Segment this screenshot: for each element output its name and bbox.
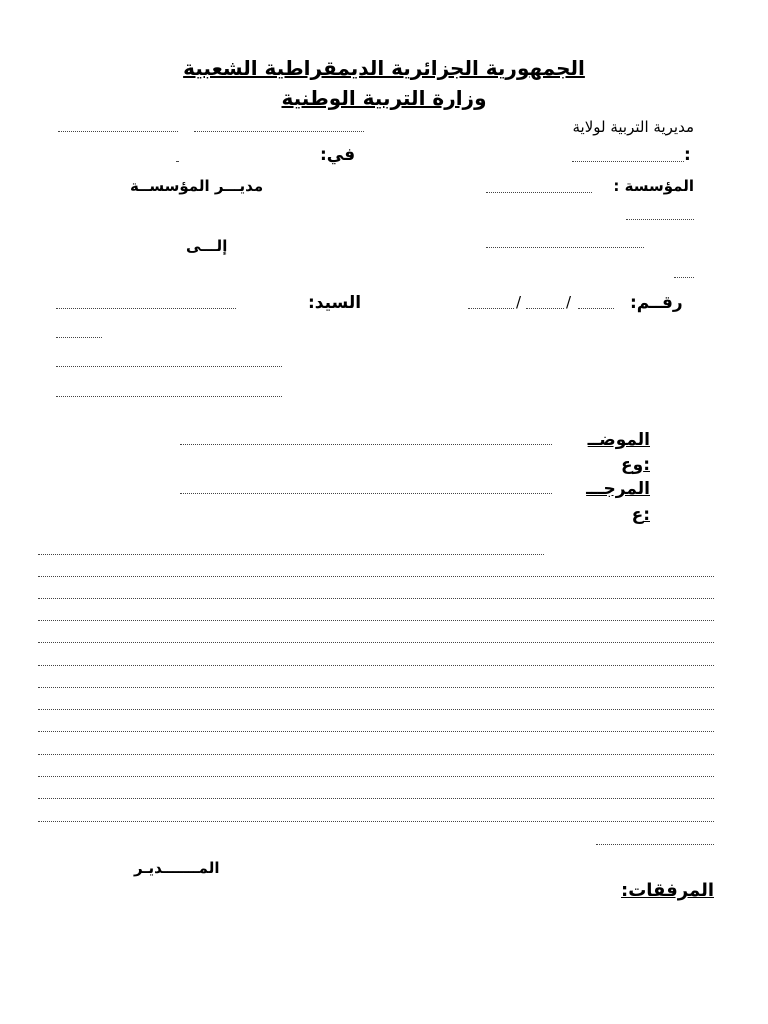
body-line[interactable] [38, 754, 714, 755]
reference-field[interactable] [180, 493, 552, 494]
body-line[interactable] [38, 709, 714, 710]
body-line[interactable] [38, 598, 714, 599]
number-slash-2: / [516, 293, 522, 311]
directorate-colon: : [684, 145, 691, 165]
body-line[interactable] [38, 642, 714, 643]
body-line[interactable] [596, 844, 714, 845]
institution-field-2[interactable] [626, 219, 694, 220]
to-label: إلـــى [186, 237, 228, 255]
republic-title: الجمهورية الجزائرية الديمقراطية الشعبية [183, 56, 585, 80]
number-field-2[interactable] [526, 308, 564, 309]
mister-field[interactable] [56, 308, 236, 309]
directorate-label: مديرية التربية لولاية [572, 118, 694, 136]
subject-label-b: وع: [621, 455, 650, 475]
body-line[interactable] [38, 821, 714, 822]
mister-field-3[interactable] [56, 366, 282, 367]
number-label: رقــم: [630, 293, 683, 313]
directorate-field-right[interactable] [194, 131, 364, 132]
directorate-field-left[interactable] [58, 131, 178, 132]
body-line[interactable] [38, 731, 714, 732]
attachments-label: المرفقات: [621, 880, 714, 901]
mister-field-2[interactable] [56, 337, 102, 338]
institution-label: المؤسسة : [613, 177, 694, 195]
directorate-field-2[interactable] [572, 161, 684, 162]
director-signature-label: المـــــــديـر [134, 859, 220, 877]
subject-field[interactable] [180, 444, 552, 445]
number-field-1[interactable] [578, 308, 614, 309]
body-line[interactable] [38, 798, 714, 799]
body-line[interactable] [38, 687, 714, 688]
number-slash-1: / [566, 293, 572, 311]
mister-label: السيد: [308, 293, 362, 313]
short-field[interactable] [674, 277, 694, 278]
body-line[interactable] [38, 554, 544, 555]
body-line[interactable] [38, 620, 714, 621]
to-field[interactable] [486, 247, 644, 248]
mister-field-4[interactable] [56, 396, 282, 397]
institution-field[interactable] [486, 192, 592, 193]
subject-label-a: الموضــ [587, 430, 650, 450]
number-field-3[interactable] [468, 308, 514, 309]
body-line[interactable] [38, 665, 714, 666]
director-label: مديـــر المؤسســة [130, 177, 264, 195]
body-line[interactable] [38, 776, 714, 777]
body-line[interactable] [38, 576, 714, 577]
in-label: في: [320, 145, 356, 165]
reference-label-b: ع: [631, 505, 650, 525]
reference-label-a: المرجـــ [586, 479, 650, 499]
ministry-title: وزارة التربية الوطنية [281, 86, 487, 110]
in-field[interactable] [176, 161, 178, 162]
